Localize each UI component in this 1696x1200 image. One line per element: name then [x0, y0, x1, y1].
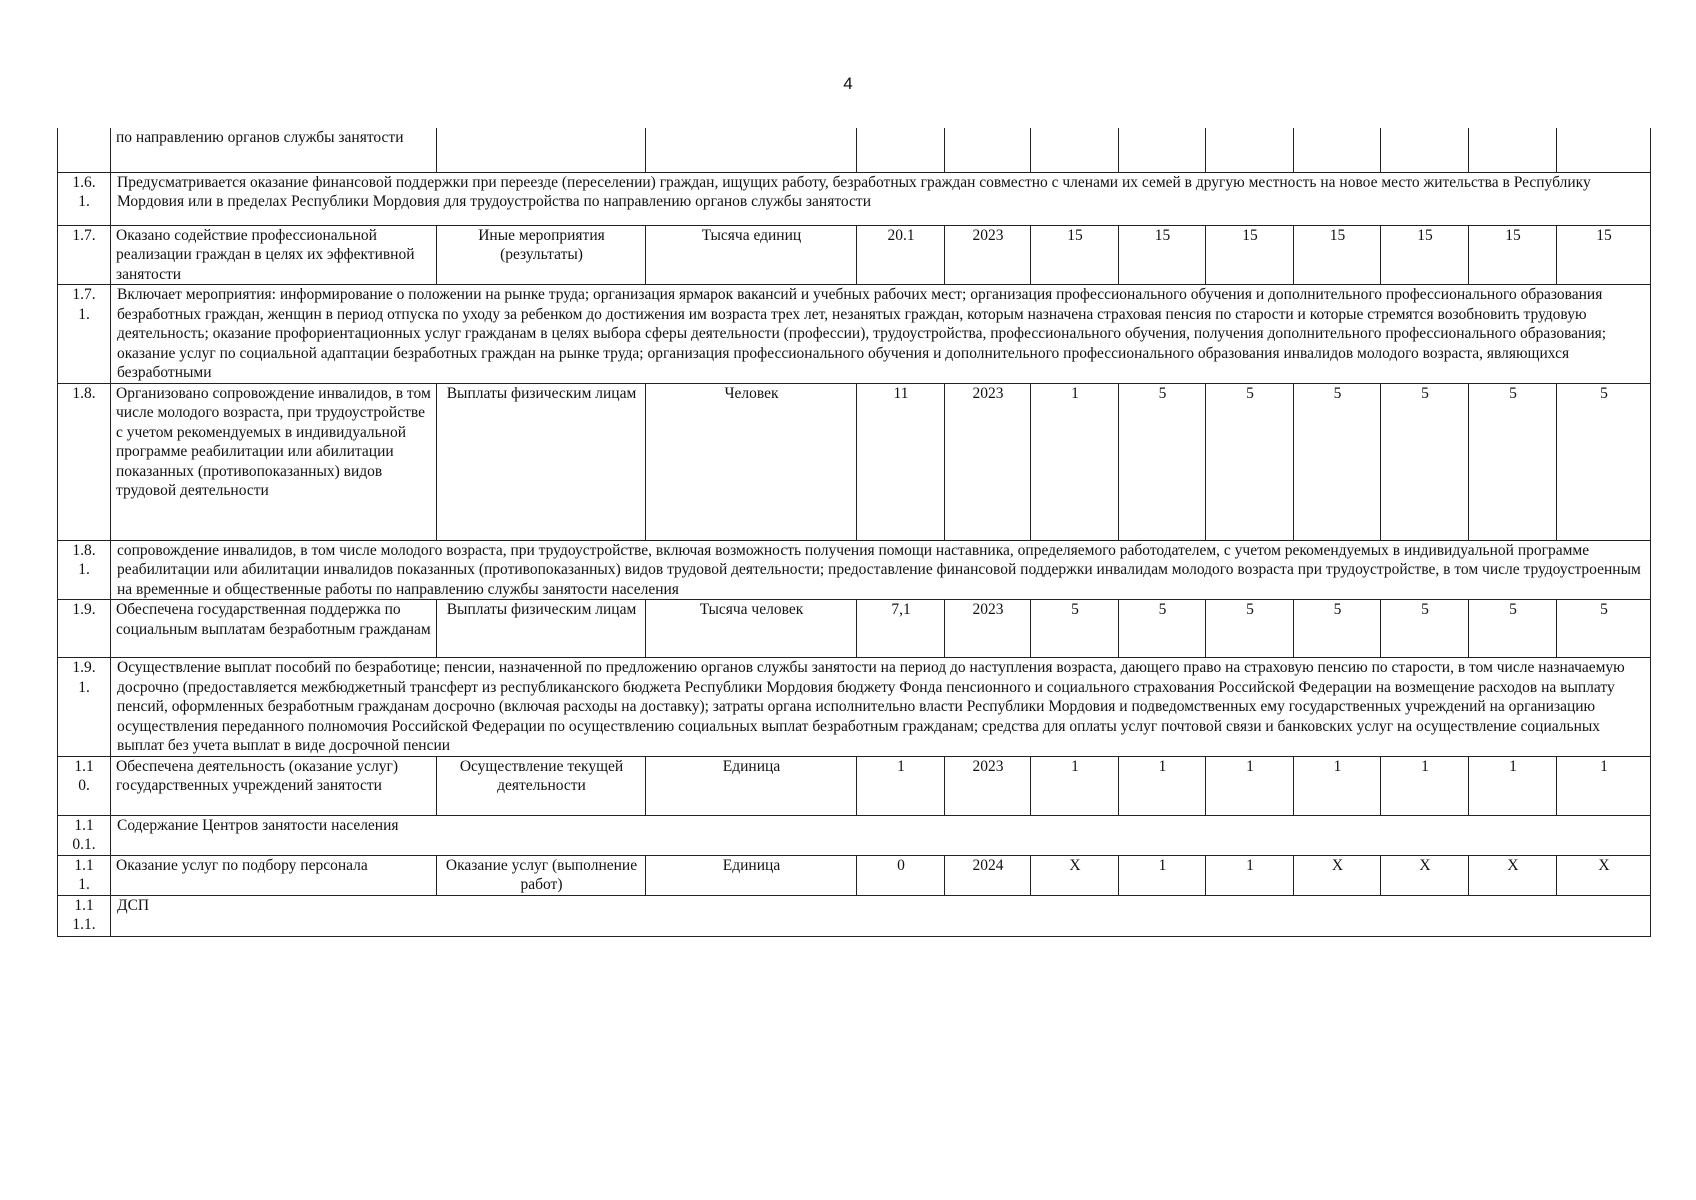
year-value: 15	[1206, 225, 1294, 285]
year-value: 5	[1469, 600, 1557, 658]
row-number: 1.9. 1.	[58, 658, 111, 757]
year-value: 1	[1031, 383, 1119, 540]
year-value: 1	[1557, 756, 1651, 815]
year-value: 15	[1469, 225, 1557, 285]
base-year: 2023	[945, 225, 1031, 285]
empty-cell	[1206, 128, 1294, 172]
row-number: 1.1 0.1.	[58, 815, 111, 855]
year-value: 5	[1119, 600, 1206, 658]
year-value: 15	[1119, 225, 1206, 285]
row-number	[58, 128, 111, 172]
year-value: 5	[1294, 600, 1381, 658]
year-value: 1	[1119, 855, 1206, 895]
results-table	[57, 128, 1651, 937]
base-value: 0	[857, 855, 945, 895]
result-type: Осуществление текущей деятельности	[437, 756, 646, 815]
year-value: 5	[1206, 383, 1294, 540]
row-number: 1.6. 1.	[58, 172, 111, 225]
base-value: 11	[857, 383, 945, 540]
year-value: 5	[1294, 383, 1381, 540]
activity-description: Предусматривается оказание финансовой поддержки при переезде (переселении) граждан, ищущих работу, безработных граждан совместно с членами их семей в другую местность на новое место жительства в Республику Мордовия или в пределах Республики Мордовия для трудоустройства по направлению органов службы занятости	[111, 172, 1651, 225]
year-value: 1	[1031, 756, 1119, 815]
result-name: по направлению органов службы занятости	[111, 128, 437, 172]
year-value: 5	[1031, 600, 1119, 658]
base-year: 2023	[945, 383, 1031, 540]
year-value: 5	[1557, 600, 1651, 658]
year-value: 1	[1206, 756, 1294, 815]
result-name: Оказано содействие профессиональной реализации граждан в целях их эффективной занятости	[111, 225, 437, 285]
row-number: 1.8.	[58, 383, 111, 540]
table-row-description	[58, 540, 1651, 600]
year-value: Х	[1294, 855, 1381, 895]
result-type: Выплаты физическим лицам	[437, 383, 646, 540]
table-row-result	[58, 855, 1651, 895]
activity-description: Содержание Центров занятости населения	[111, 815, 1651, 855]
activity-description: сопровождение инвалидов, в том числе молодого возраста, при трудоустройстве, включая возможность получения помощи наставника, определяемого работодателем, с учетом рекомендуемых в индивидуальной программе реабилитации или абилитации инвалидов показанных (противопоказанных) видов трудовой деятельности; предоставление финансовой поддержки инвалидам молодого возраста при трудоустройстве, в том числе трудоустроенным на временные и общественные работы по направлению службы занятости населения	[111, 540, 1651, 600]
empty-cell	[437, 128, 646, 172]
year-value: 5	[1381, 600, 1469, 658]
unit-of-measure: Человек	[646, 383, 857, 540]
empty-cell	[646, 128, 857, 172]
table-row-result	[58, 600, 1651, 658]
year-value: Х	[1469, 855, 1557, 895]
year-value: 15	[1294, 225, 1381, 285]
year-value: 1	[1119, 756, 1206, 815]
activity-description: ДСП	[111, 895, 1651, 936]
empty-cell	[1381, 128, 1469, 172]
year-value: 5	[1119, 383, 1206, 540]
unit-of-measure: Единица	[646, 756, 857, 815]
year-value: 5	[1469, 383, 1557, 540]
row-number: 1.7. 1.	[58, 285, 111, 384]
base-value: 20.1	[857, 225, 945, 285]
table-row-description	[58, 172, 1651, 225]
table-row-description	[58, 815, 1651, 855]
result-type: Выплаты физическим лицам	[437, 600, 646, 658]
base-value: 1	[857, 756, 945, 815]
base-year: 2023	[945, 756, 1031, 815]
row-number: 1.1 1.	[58, 855, 111, 895]
base-value: 7,1	[857, 600, 945, 658]
year-value: 15	[1031, 225, 1119, 285]
result-name: Организовано сопровождение инвалидов, в том числе молодого возраста, при трудоустройстве с учетом рекомендуемых в индивидуальной программе реабилитации или абилитации показанных (противопоказанных) видов трудовой деятельности	[111, 383, 437, 540]
empty-cell	[1031, 128, 1119, 172]
row-number: 1.9.	[58, 600, 111, 658]
table-row-result	[58, 225, 1651, 285]
base-year: 2024	[945, 855, 1031, 895]
empty-cell	[1469, 128, 1557, 172]
result-type: Оказание услуг (выполнение работ)	[437, 855, 646, 895]
year-value: 5	[1557, 383, 1651, 540]
table-body	[58, 128, 1651, 936]
unit-of-measure: Единица	[646, 855, 857, 895]
row-number: 1.7.	[58, 225, 111, 285]
result-name: Обеспечена государственная поддержка по социальным выплатам безработным гражданам	[111, 600, 437, 658]
activity-description: Включает мероприятия: информирование о положении на рынке труда; организация ярмарок вакансий и учебных рабочих мест; организация профессионального обучения и дополнительного профессионального образования безработных граждан, женщин в период отпуска по уходу за ребенком до достижения им возраста трех лет, незанятых граждан, которым назначена страховая пенсия по старости и которые стремятся возобновить трудовую деятельность; оказание профориентационных услуг гражданам в целях выбора сферы деятельности (профессии), трудоустройства, профессионального обучения, получения дополнительного профессионального образования; оказание услуг по социальной адаптации безработных граждан на рынке труда; организация профессионального обучения и дополнительного профессионального образования инвалидов молодого возраста, являющихся безработными	[111, 285, 1651, 384]
result-name: Обеспечена деятельность (оказание услуг) государственных учреждений занятости	[111, 756, 437, 815]
table-row-continuation	[58, 128, 1651, 172]
year-value: 1	[1381, 756, 1469, 815]
unit-of-measure: Тысяча единиц	[646, 225, 857, 285]
empty-cell	[1557, 128, 1651, 172]
table-row-description	[58, 658, 1651, 757]
table-row-result	[58, 383, 1651, 540]
year-value: Х	[1557, 855, 1651, 895]
base-year: 2023	[945, 600, 1031, 658]
result-name: Оказание услуг по подбору персонала	[111, 855, 437, 895]
year-value: Х	[1031, 855, 1119, 895]
activity-description: Осуществление выплат пособий по безработице; пенсии, назначенной по предложению органов службы занятости на период до наступления возраста, дающего право на страховую пенсию по старости, в том числе назначаемую досрочно (предоставляется межбюджетный трансферт из республиканского бюджета Республики Мордовия бюджету Фонда пенсионного и социального страхования Российской Федерации на возмещение расходов на выплату пенсий, оформленных безработным гражданам досрочно (включая расходы на доставку); затраты органа исполнительно власти Республики Мордовия и подведомственных ему государственных учреждений на организацию осуществления переданного полномочия Российской Федерации по осуществлению социальных выплат безработным гражданам; средства для оплаты услуг почтовой связи и банковских услуг на осуществление социальных выплат без учета выплат в виде досрочной пенсии	[111, 658, 1651, 757]
year-value: 1	[1469, 756, 1557, 815]
result-type: Иные мероприятия (результаты)	[437, 225, 646, 285]
empty-cell	[945, 128, 1031, 172]
row-number: 1.1 1.1.	[58, 895, 111, 936]
row-number: 1.1 0.	[58, 756, 111, 815]
year-value: 5	[1381, 383, 1469, 540]
row-number: 1.8. 1.	[58, 540, 111, 600]
empty-cell	[857, 128, 945, 172]
table-row-description	[58, 895, 1651, 936]
page-number: 4	[843, 74, 853, 93]
unit-of-measure: Тысяча человек	[646, 600, 857, 658]
year-value: 15	[1381, 225, 1469, 285]
table-row-description	[58, 285, 1651, 384]
year-value: Х	[1381, 855, 1469, 895]
table-row-result	[58, 756, 1651, 815]
empty-cell	[1294, 128, 1381, 172]
year-value: 1	[1206, 855, 1294, 895]
year-value: 5	[1206, 600, 1294, 658]
year-value: 1	[1294, 756, 1381, 815]
year-value: 15	[1557, 225, 1651, 285]
empty-cell	[1119, 128, 1206, 172]
